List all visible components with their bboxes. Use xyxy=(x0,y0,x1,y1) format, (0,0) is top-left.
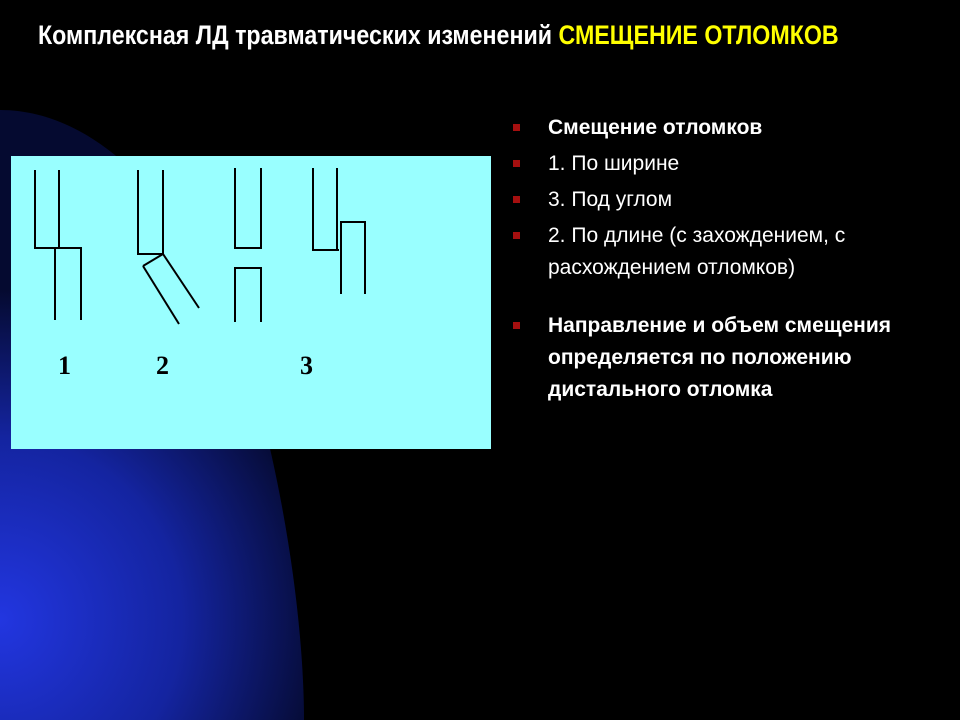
bullet-text: 2. По длине (с захождением, с расхождением отломков) xyxy=(548,224,846,279)
bullet-item xyxy=(510,148,940,180)
bullet-text: Направление и объем смещения определяется по положению дистального отломка xyxy=(548,314,892,401)
bullet-item xyxy=(510,220,940,284)
title-main: Комплексная ЛД травматических изменений xyxy=(38,20,559,50)
bullet-text: Смещение отломков xyxy=(548,116,763,139)
bullet-conclusion xyxy=(510,310,940,406)
fracture-diagram xyxy=(11,156,491,449)
bullet-text: 3. Под углом xyxy=(548,188,673,211)
title-accent: СМЕЩЕНИЕ ОТЛОМКОВ xyxy=(558,20,839,50)
slide-title xyxy=(38,20,839,50)
bullet-marker-icon xyxy=(513,322,520,329)
diagram-label-3: 3 xyxy=(300,351,313,380)
bullet-marker-icon xyxy=(513,196,520,203)
bullet-marker-icon xyxy=(513,124,520,131)
diagram-label-1: 1 xyxy=(58,351,71,380)
bullet-marker-icon xyxy=(513,232,520,239)
diagram-label-2: 2 xyxy=(156,351,169,380)
bullet-item xyxy=(510,184,940,216)
diagram-background xyxy=(11,156,491,449)
bullet-heading xyxy=(510,112,940,144)
bullet-list xyxy=(510,112,940,410)
bullet-text: 1. По ширине xyxy=(548,152,680,175)
bullet-marker-icon xyxy=(513,160,520,167)
